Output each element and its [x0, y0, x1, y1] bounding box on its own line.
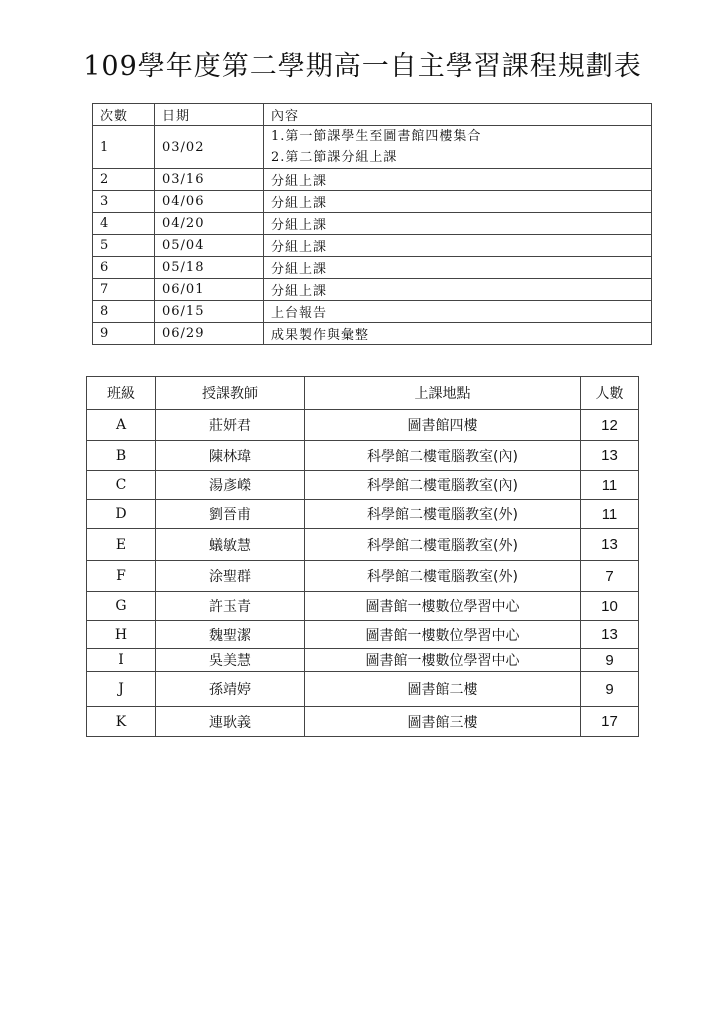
student-count: 10	[581, 592, 639, 621]
class-code: C	[87, 471, 156, 500]
schedule-table	[92, 103, 652, 345]
schedule-row	[93, 191, 652, 213]
content-line: 分組上課	[271, 240, 328, 255]
location: 圖書館一樓數位學習中心	[305, 649, 581, 672]
student-count: 13	[581, 529, 639, 561]
header-session-no: 次數	[93, 104, 155, 126]
student-count: 17	[581, 707, 639, 737]
schedule-row	[93, 279, 652, 301]
student-count: 12	[581, 410, 639, 441]
location: 科學館二樓電腦教室(外)	[305, 529, 581, 561]
session-content	[264, 301, 652, 323]
class-code: K	[87, 707, 156, 737]
class-code: G	[87, 592, 156, 621]
class-row	[87, 500, 639, 529]
teacher-name: 孫靖婷	[156, 672, 305, 707]
session-content	[264, 323, 652, 345]
header-content: 內容	[264, 104, 652, 126]
teacher-name: 湯彥嶸	[156, 471, 305, 500]
teacher-name: 連耿義	[156, 707, 305, 737]
schedule-row	[93, 235, 652, 257]
session-date: 06/01	[155, 279, 264, 301]
teacher-name: 莊妍君	[156, 410, 305, 441]
session-date: 03/16	[155, 169, 264, 191]
session-date: 05/18	[155, 257, 264, 279]
teacher-name: 魏聖潔	[156, 621, 305, 649]
schedule-header-row	[93, 104, 652, 126]
location: 圖書館一樓數位學習中心	[305, 592, 581, 621]
session-content	[264, 126, 652, 169]
class-code: I	[87, 649, 156, 672]
teacher-name: 蟻敏慧	[156, 529, 305, 561]
session-no: 4	[93, 213, 155, 235]
session-no: 6	[93, 257, 155, 279]
session-no: 2	[93, 169, 155, 191]
session-content	[264, 257, 652, 279]
content-line: 1.第一節課學生至圖書館四樓集合	[271, 129, 482, 144]
session-no: 1	[93, 126, 155, 169]
location: 圖書館一樓數位學習中心	[305, 621, 581, 649]
class-header-row	[87, 377, 639, 410]
header-teacher: 授課教師	[156, 377, 305, 410]
class-code: D	[87, 500, 156, 529]
class-code: B	[87, 441, 156, 471]
session-no: 9	[93, 323, 155, 345]
content-line: 2.第二節課分組上課	[271, 150, 398, 165]
session-date: 06/29	[155, 323, 264, 345]
class-row	[87, 707, 639, 737]
student-count: 13	[581, 621, 639, 649]
schedule-row	[93, 257, 652, 279]
header-count: 人數	[581, 377, 639, 410]
student-count: 7	[581, 561, 639, 592]
content-line: 分組上課	[271, 174, 328, 189]
location: 科學館二樓電腦教室(內)	[305, 441, 581, 471]
class-code: J	[87, 672, 156, 707]
student-count: 11	[581, 500, 639, 529]
session-date: 06/15	[155, 301, 264, 323]
session-no: 8	[93, 301, 155, 323]
location: 科學館二樓電腦教室(內)	[305, 471, 581, 500]
header-location: 上課地點	[305, 377, 581, 410]
student-count: 9	[581, 649, 639, 672]
session-content	[264, 213, 652, 235]
location: 科學館二樓電腦教室(外)	[305, 561, 581, 592]
class-row	[87, 471, 639, 500]
content-line: 分組上課	[271, 262, 328, 277]
class-row	[87, 529, 639, 561]
content-line: 分組上課	[271, 284, 328, 299]
header-class: 班級	[87, 377, 156, 410]
header-date: 日期	[155, 104, 264, 126]
class-row	[87, 672, 639, 707]
teacher-name: 劉晉甫	[156, 500, 305, 529]
class-row	[87, 441, 639, 471]
location: 圖書館二樓	[305, 672, 581, 707]
schedule-row	[93, 169, 652, 191]
student-count: 11	[581, 471, 639, 500]
content-line: 分組上課	[271, 218, 328, 233]
student-count: 9	[581, 672, 639, 707]
class-row	[87, 621, 639, 649]
session-date: 05/04	[155, 235, 264, 257]
class-code: F	[87, 561, 156, 592]
class-row	[87, 592, 639, 621]
session-no: 7	[93, 279, 155, 301]
teacher-name: 許玉青	[156, 592, 305, 621]
teacher-name: 涂聖群	[156, 561, 305, 592]
schedule-row	[93, 213, 652, 235]
schedule-row	[93, 126, 652, 169]
class-code: E	[87, 529, 156, 561]
class-row	[87, 561, 639, 592]
class-code: A	[87, 410, 156, 441]
class-table	[86, 376, 639, 737]
session-content	[264, 191, 652, 213]
class-code: H	[87, 621, 156, 649]
session-no: 3	[93, 191, 155, 213]
page-title: 109學年度第二學期高一自主學習課程規劃表	[83, 51, 642, 82]
content-line: 上台報告	[271, 306, 328, 321]
schedule-row	[93, 323, 652, 345]
location: 科學館二樓電腦教室(外)	[305, 500, 581, 529]
session-date: 04/20	[155, 213, 264, 235]
content-line: 成果製作與彙整	[271, 328, 370, 343]
session-content	[264, 279, 652, 301]
session-date: 03/02	[155, 126, 264, 169]
session-content	[264, 235, 652, 257]
content-line: 分組上課	[271, 196, 328, 211]
session-date: 04/06	[155, 191, 264, 213]
session-no: 5	[93, 235, 155, 257]
location: 圖書館四樓	[305, 410, 581, 441]
teacher-name: 陳林瑋	[156, 441, 305, 471]
schedule-row	[93, 301, 652, 323]
class-row	[87, 410, 639, 441]
student-count: 13	[581, 441, 639, 471]
location: 圖書館三樓	[305, 707, 581, 737]
class-row	[87, 649, 639, 672]
session-content	[264, 169, 652, 191]
teacher-name: 吳美慧	[156, 649, 305, 672]
